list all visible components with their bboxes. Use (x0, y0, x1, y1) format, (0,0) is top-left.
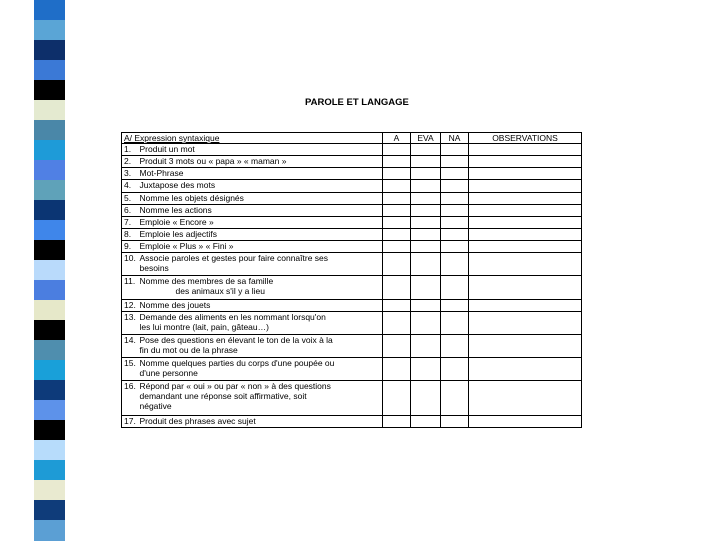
cell-observations[interactable] (469, 144, 582, 156)
table-row (122, 415, 582, 427)
cell-a[interactable] (383, 381, 411, 415)
item-label-line: des animaux s'il y a lieu (175, 286, 265, 297)
stripe-segment (34, 220, 65, 241)
page-title: PAROLE ET LANGAGE (305, 97, 409, 108)
cell-a[interactable] (383, 156, 411, 168)
cell-eva[interactable] (411, 156, 441, 168)
item-number: 6. (122, 204, 138, 216)
table-row (122, 241, 582, 253)
table-header-row (122, 133, 582, 144)
cell-observations[interactable] (469, 204, 582, 216)
cell-observations[interactable] (469, 381, 582, 415)
item-label (138, 216, 383, 228)
cell-a[interactable] (383, 241, 411, 253)
item-label (138, 228, 383, 240)
table-row (122, 381, 582, 415)
item-label-line: négative (139, 401, 172, 412)
table-row (122, 335, 582, 358)
cell-eva[interactable] (411, 180, 441, 192)
cell-eva[interactable] (411, 335, 441, 358)
header-a: A (383, 133, 411, 144)
cell-a[interactable] (383, 276, 411, 299)
cell-a[interactable] (383, 358, 411, 381)
stripe-segment (34, 180, 65, 201)
cell-observations[interactable] (469, 192, 582, 204)
stripe-segment (34, 380, 65, 401)
item-label (138, 311, 383, 334)
item-label (138, 276, 383, 299)
stripe-segment (34, 80, 65, 101)
item-number: 5. (122, 192, 138, 204)
item-label (138, 253, 383, 276)
item-number: 10. (122, 253, 138, 276)
item-number: 11. (122, 276, 138, 299)
table-row (122, 168, 582, 180)
cell-a[interactable] (383, 216, 411, 228)
item-label (138, 156, 383, 168)
cell-eva[interactable] (411, 311, 441, 334)
cell-na[interactable] (441, 241, 469, 253)
cell-eva[interactable] (411, 228, 441, 240)
header-eva: EVA (411, 133, 441, 144)
table-row (122, 204, 582, 216)
stripe-segment (34, 20, 65, 41)
cell-na[interactable] (441, 381, 469, 415)
item-number: 2. (122, 156, 138, 168)
stripe-segment (34, 0, 65, 21)
cell-eva[interactable] (411, 168, 441, 180)
table-row (122, 228, 582, 240)
cell-na[interactable] (441, 144, 469, 156)
cell-na[interactable] (441, 192, 469, 204)
table-row (122, 216, 582, 228)
item-label (138, 168, 383, 180)
item-label-line: Nomme des membres de sa famille (139, 276, 274, 287)
item-label-line: Mot-Phrase (139, 168, 184, 179)
cell-observations[interactable] (469, 276, 582, 299)
table-row (122, 253, 582, 276)
stripe-segment (34, 240, 65, 261)
stripe-segment (34, 420, 65, 441)
cell-observations[interactable] (469, 180, 582, 192)
cell-na[interactable] (441, 415, 469, 427)
cell-eva[interactable] (411, 276, 441, 299)
stripe-segment (34, 100, 65, 121)
item-number: 12. (122, 299, 138, 311)
cell-na[interactable] (441, 311, 469, 334)
item-label-line: Produit un mot (139, 144, 195, 154)
stripe-segment (34, 440, 65, 461)
item-label (138, 415, 383, 427)
cell-na[interactable] (441, 168, 469, 180)
item-number: 8. (122, 228, 138, 240)
item-label (138, 180, 383, 192)
item-number: 7. (122, 216, 138, 228)
table-row (122, 144, 582, 156)
cell-eva[interactable] (411, 216, 441, 228)
table-row (122, 156, 582, 168)
table-row (122, 180, 582, 192)
stripe-segment (34, 280, 65, 301)
cell-a[interactable] (383, 192, 411, 204)
stripe-segment (34, 320, 65, 341)
cell-a[interactable] (383, 168, 411, 180)
item-label-line: fin du mot ou de la phrase (139, 345, 238, 356)
item-label-line: Demande des aliments en les nommant lorsqu'on (139, 311, 326, 322)
cell-observations[interactable] (469, 335, 582, 358)
cell-a[interactable] (383, 204, 411, 216)
cell-observations[interactable] (469, 216, 582, 228)
item-label-line: Emploie « Plus » « Fini » (139, 241, 234, 252)
cell-eva[interactable] (411, 415, 441, 427)
item-number: 13. (122, 311, 138, 334)
item-label (138, 381, 383, 415)
stripe-segment (34, 520, 65, 541)
stripe-segment (34, 340, 65, 361)
item-label (138, 241, 383, 253)
item-label-line: Produit des phrases avec sujet (139, 415, 256, 426)
cell-na[interactable] (441, 180, 469, 192)
item-number: 1. (122, 144, 138, 156)
cell-a[interactable] (383, 415, 411, 427)
cell-eva[interactable] (411, 253, 441, 276)
header-na: NA (441, 133, 469, 144)
cell-a[interactable] (383, 228, 411, 240)
stripe-segment (34, 260, 65, 281)
table-row (122, 192, 582, 204)
item-label-line: Nomme des jouets (139, 299, 211, 310)
item-label (138, 192, 383, 204)
cell-eva[interactable] (411, 204, 441, 216)
cell-eva[interactable] (411, 358, 441, 381)
cell-a[interactable] (383, 180, 411, 192)
stripe-segment (34, 200, 65, 221)
cell-observations[interactable] (469, 156, 582, 168)
stripe-segment (34, 160, 65, 181)
cell-observations[interactable] (469, 253, 582, 276)
header-observations: OBSERVATIONS (469, 133, 582, 144)
cell-na[interactable] (441, 228, 469, 240)
cell-eva[interactable] (411, 144, 441, 156)
cell-observations[interactable] (469, 299, 582, 311)
cell-a[interactable] (383, 253, 411, 276)
item-label-line: besoins (139, 263, 169, 274)
cell-observations[interactable] (469, 358, 582, 381)
item-label (138, 204, 383, 216)
stripe-segment (34, 140, 65, 161)
item-label-line: demandant une réponse soit affirmative, soit (139, 391, 307, 402)
item-label-line: Emploie les adjectifs (139, 228, 217, 239)
table-row (122, 299, 582, 311)
cell-a[interactable] (383, 144, 411, 156)
table-row (122, 358, 582, 381)
cell-na[interactable] (441, 216, 469, 228)
item-number: 17. (122, 415, 138, 427)
stripe-segment (34, 460, 65, 481)
cell-observations[interactable] (469, 241, 582, 253)
item-label-line: Emploie « Encore » (139, 216, 214, 227)
item-label (138, 144, 383, 156)
cell-a[interactable] (383, 311, 411, 334)
cell-na[interactable] (441, 276, 469, 299)
cell-a[interactable] (383, 335, 411, 358)
item-label (138, 335, 383, 358)
stripe-segment (34, 480, 65, 501)
stripe-segment (34, 120, 65, 141)
decorative-stripe-band (0, 0, 66, 540)
item-label-line: les lui montre (lait, pain, gâteau…) (139, 321, 269, 332)
item-label-line: Pose des questions en élevant le ton de la voix à la (139, 335, 333, 346)
header-expression-syntaxique: A/ Expression syntaxique (122, 133, 383, 144)
item-number: 3. (122, 168, 138, 180)
item-label-line: Associe paroles et gestes pour faire connaître ses (139, 253, 329, 264)
cell-eva[interactable] (411, 192, 441, 204)
cell-observations[interactable] (469, 228, 582, 240)
item-label (138, 358, 383, 381)
evaluation-table (121, 132, 582, 428)
stripe-segment (34, 60, 65, 81)
cell-observations[interactable] (469, 415, 582, 427)
cell-na[interactable] (441, 335, 469, 358)
cell-eva[interactable] (411, 381, 441, 415)
cell-na[interactable] (441, 299, 469, 311)
item-label-line: Produit 3 mots ou « papa » « maman » (139, 156, 287, 167)
cell-na[interactable] (441, 358, 469, 381)
item-label-line: Nomme les actions (139, 204, 212, 215)
cell-na[interactable] (441, 253, 469, 276)
stripe-segment (34, 300, 65, 321)
item-label-line: d'une personne (139, 368, 198, 379)
cell-eva[interactable] (411, 241, 441, 253)
item-number: 15. (122, 358, 138, 381)
item-number: 16. (122, 381, 138, 415)
cell-observations[interactable] (469, 311, 582, 334)
cell-na[interactable] (441, 204, 469, 216)
cell-observations[interactable] (469, 168, 582, 180)
cell-na[interactable] (441, 156, 469, 168)
item-label-line: Nomme quelques parties du corps d'une poupée ou (139, 358, 335, 369)
item-number: 14. (122, 335, 138, 358)
cell-eva[interactable] (411, 299, 441, 311)
item-label (138, 299, 383, 311)
table-row (122, 276, 582, 299)
item-number: 4. (122, 180, 138, 192)
item-label-line: Répond par « oui » ou par « non » à des questions (139, 381, 331, 392)
cell-a[interactable] (383, 299, 411, 311)
item-number: 9. (122, 241, 138, 253)
stripe-segment (34, 400, 65, 421)
item-label-line: Juxtapose des mots (139, 180, 216, 191)
stripe-segment (34, 360, 65, 381)
item-label-line: Nomme les objets désignés (139, 192, 244, 203)
stripe-segment (34, 500, 65, 521)
stripe-segment (34, 40, 65, 61)
table-row (122, 311, 582, 334)
